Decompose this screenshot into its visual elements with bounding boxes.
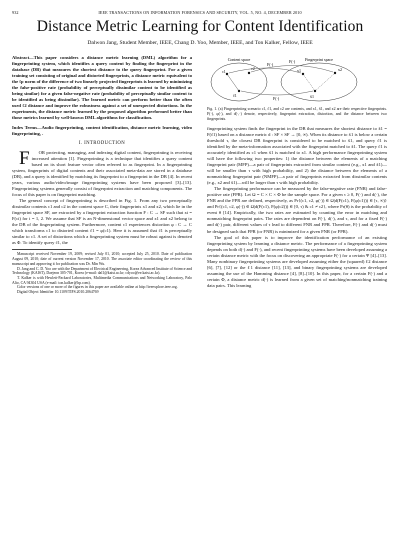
page-number: 932 [12, 10, 19, 15]
mapping-label-2: F(·) [289, 59, 296, 64]
footnote: Color versions of one or more of the figures in this paper are available online at http://ieeexplore.ieee.org. [17, 285, 178, 290]
intro-paragraph-1-text: OR protecting, managing, and indexing digital content, fingerprinting is receiving increased attention [1]. Fingerprinting is a technique that identifies a query content based on its short feature vector often referred to as fingerprint. In a fingerprinting system, fingerprints of digital contents and their associated meta-data are stored in a database (DB), and a query is identified by matching its fingerprint to a fingerprint in the DB [4]. In recent years, various audio/video/image fingerprinting systems have been proposed [3]–[13]. Fingerprinting systems generally consist of fingerprint extraction and matching components. The focus of this paper is on fingerprint matching. [12, 149, 192, 197]
label-x1: x1 [297, 68, 301, 73]
distance-line-1 [303, 74, 315, 91]
intro-paragraph-1 [12, 147, 192, 198]
label-x2: x2 [338, 67, 342, 72]
paper-authors: Dalwon Jang, Student Member, IEEE, Chang D. Yoo, Member, IEEE, and Ton Kalker, Fellow, IEEE [87, 40, 313, 46]
right-paragraph-2: The fingerprinting performance can be measured by the false-negative rate (FNR) and false-positive rate (FPR). Let Ω = C × C × Φ be the sample space. For a given τ ≥ 0, F(·) and d(·), the FNR and the FPR are defined, respectively, as Pr{(c1, c2, φ(·)) ∈ Ω|d(F(c1), F(φ(c1))) ∈ [τ, ∞)} and Pr{(c1, c2, φ(·)) ∈ Ω|d(F(c1), F(φ(c2))) ∈ [0, τ) & c1 ≠ c2}, where Pr(θ) is the probability of event θ [14]. Empirically, the two rates are estimated by counting the error in matching and nonmatching fingerprint pairs. The rates are dependent on F(·), d(·), and τ, and for a fixed F(·) and d(·) pair, different values of τ lead to different FNR and FPR. Therefore, F(·) and d(·) must be designed such that FPR (or FNR) is minimized for a given FNR (or FPR). [207, 186, 387, 234]
distortion-arrow [227, 74, 239, 91]
label-c2: c2 [251, 66, 255, 71]
journal-name: IEEE TRANSACTIONS ON INFORMATION FORENSICS AND SECURITY, VOL. 5, NO. 4, DECEMBER 2010 [98, 10, 302, 15]
figure-1 [207, 55, 387, 105]
label-x1-tilde: x̃1 [310, 94, 314, 99]
figure-caption: Fig. 1. (a) Fingerprinting scenario c1, c̃1, and c2 are contents, and x1, x̃1, and x2 are their respective fingerprints. F(·), φ(·), and d(·,·) denote, respectively, fingerprint extraction, distortion, and the distance between two fingerprints. [207, 107, 387, 121]
label-c1: c1 [222, 69, 226, 74]
node-c2 [248, 72, 250, 74]
footnote: Digital Object Identifier 10.1109/TIFS.2010.2064769 [17, 290, 99, 295]
index-terms: Index Terms—Audio fingerprinting, content identification, distance metric learning, video fingerprinting, . [12, 124, 192, 136]
footnote: Manuscript received November 19, 2009; revised July 01, 2010; accepted July 25, 2010. Date of publication August 09, 2010; date of current version November 17, 2010. The associate editor coordinating the review of this manuscript and approving it for publication was Dr. Min Wu. [12, 252, 192, 266]
content-space-ellipse [211, 63, 267, 101]
abstract: Abstract—This paper considers a distance metric learning (DML) algorithm for a fingerprinting system, which identifies a query content by finding the fingerprint in the database (DB) that measures the shortest distance to the query fingerprint. For a given training set consisting of original and distorted fingerprints, a distance metric equivalent to the ℓp norm of the difference of two linearly projected fingerprints is learned by minimizing the false-positive rate (probability of perceptually dissimilar content to be identified as being similar) for a given false-negative rate (probability of perceptually similar content to be identified as being dissimilar). The learned metric can perform better than the often used ℓ2 distance and improve the robustness against a set of unexpected distortions. In the experiments, the distance metric learned by the proposed algorithm performed better than those metrics learned by well-known DML algorithms for classification. [12, 55, 192, 121]
drop-cap: F [19, 147, 30, 169]
section-heading: I. INTRODUCTION [78, 140, 126, 146]
right-paragraph-1: fingerprinting system finds the fingerprint in the DB that measures the shortest distance to x̃1 = F(c̃1) based on a distance metric d : SF × SF → [0, ∞). When its distance to x̃1 is below a certain threshold τ, the closest DB fingerprint is considered to be matched to x̃1, and query c̃1 is identified by the meta-information associated with the fingerprint matched to x̃1. The query c̃1 is accurately identified as c1 when x̃1 is matched to x1. A high performance fingerprinting system will have the following two properties: 1) the distance between the elements of a matching fingerprint pair (MFP)—a pair of fingerprints extracted from similar content (e.g., x1 and x̃1)—will be smaller than τ with high probability, and 2) the distance between the elements of a nonmatching fingerprint pair (NMFP)—a pair of fingerprints extracted from dissimilar contents (e.g., x2 and x̃1)—will be larger than τ with high probability. [207, 125, 387, 186]
right-paragraph-3: The goal of this paper is to improve the identification performance of an existing fingerprinting system by learning a distance metric. The performance of a fingerprinting system depends on both d(·) and F(·), and recent fingerprinting systems have been developed assuming a certain distance metric with the focus on discovering an appropriate F(·) for a certain Ψ [4]–[13]. Many nonbinary fingerprinting systems are developed assuming either the (squared) ℓ2 distance [6], [7], [12] or the ℓ1 distance [11], [13], and binary fingerprinting systems are developed assuming the use of the Hamming distance [4], [8]–[10]. In this paper, for a certain F(·) and a certain Φ, a distance metric d(·) is learned from a given set of matching/nonmatching training data pairs. This learning [207, 234, 387, 288]
fingerprint-diagram [207, 55, 387, 105]
left-column [12, 55, 192, 295]
footnote: T. Kalker is with Hewlett-Packard Laboratories, Multimedia Communications and Networking Laboratory, Palo Alto, CA 94304 USA (e-mail: ton.kalker@hp.com). [12, 275, 192, 285]
mapping-label-3: F(·) [273, 96, 280, 101]
mapping-label-1: F(·) [267, 62, 274, 67]
paper-title: Distance Metric Learning for Content Identification [36, 18, 364, 35]
fingerprint-space-label: Fingerprint space [305, 57, 333, 62]
label-c1-tilde: c̃1 [233, 93, 237, 98]
footnote-divider [12, 249, 72, 250]
mapping-arrow-1 [229, 68, 301, 73]
footnote: D. Jang and C. D. Yoo are with the Department of Electrical Engineering, Korea Advanced Institute of Science and Technology (KAIST), Daejeon 305-701, Korea (e-mail: dal1@kaist.ac.kr; cdyoo@ee.kaist.ac.kr). [12, 266, 192, 276]
right-column [207, 55, 387, 289]
distance-line-2 [315, 73, 335, 91]
fingerprint-space-ellipse [281, 63, 357, 101]
content-space-label: Content space [227, 57, 251, 62]
intro-paragraph-2: The general concept of fingerprinting is described in Fig. 1. From any two perceptually dissimilar contents c1 and c2 in the content space C, their fingerprints x1 and x2, which lie in the fingerprint space SF, are extracted by a fingerprint extraction function F : C → SF such that xi = F(ci) for i = 1, 2. We assume that SF is an N-dimensional vector space and x1 and x2 belong to the DB of the fingerprinting system. Furthermore, content c1 experiences distortion φ : C → C which transforms c1 to distorted content c̃1 = φ(c1). Here it is assumed that c̃1 is perceptually similar to c1. A set of distortions which a fingerprinting system must be robust against is denoted as Φ. To identify query c̃1, the [12, 198, 192, 246]
mapping-arrow-3 [241, 91, 313, 95]
